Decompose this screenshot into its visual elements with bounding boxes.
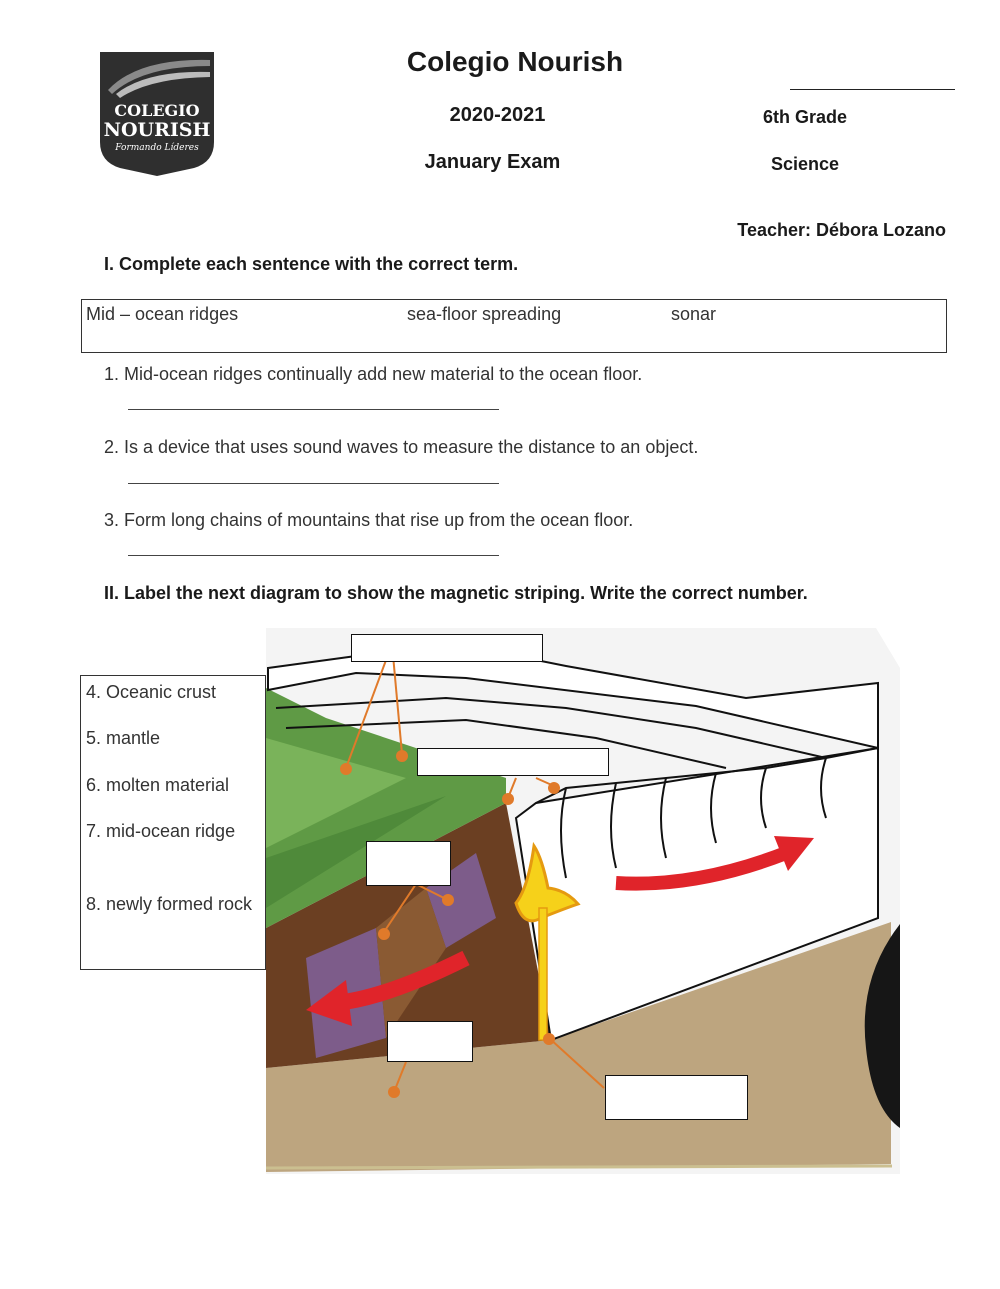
word-bank-term: sonar	[671, 304, 717, 324]
label-marker	[502, 793, 514, 805]
option-item: 4. Oceanic crust	[86, 682, 217, 702]
label-box-2[interactable]	[417, 748, 609, 776]
label-box-5[interactable]	[605, 1075, 748, 1120]
label-box-4[interactable]	[387, 1021, 473, 1062]
school-name: Colegio Nourish	[406, 46, 624, 77]
grade-label: 6th Grade	[762, 107, 848, 127]
answer-line-1[interactable]	[128, 409, 499, 410]
subject-label: Science	[770, 154, 840, 174]
label-marker	[396, 750, 408, 762]
logo-text-line1: COLEGIO	[114, 101, 200, 120]
seafloor-diagram	[266, 628, 900, 1174]
label-marker	[442, 894, 454, 906]
option-item: 5. mantle	[86, 728, 161, 748]
section2-heading: II. Label the next diagram to show the magnetic striping. Write the correct number.	[104, 583, 808, 603]
question-1: 1. Mid-ocean ridges continually add new material to the ocean floor.	[104, 364, 643, 384]
label-marker	[340, 763, 352, 775]
label-marker	[388, 1086, 400, 1098]
school-logo	[98, 50, 216, 176]
label-box-1[interactable]	[351, 634, 543, 662]
exam-name: January Exam	[424, 151, 561, 173]
label-options-box	[80, 675, 266, 970]
word-bank-term: sea-floor spreading	[407, 304, 562, 324]
question-3: 3. Form long chains of mountains that rise up from the ocean floor.	[104, 510, 634, 530]
logo-text-line2: NOURISH	[103, 119, 211, 141]
label-box-3[interactable]	[366, 841, 451, 886]
word-bank-term: Mid – ocean ridges	[86, 304, 239, 324]
teacher-label: Teacher: Débora Lozano	[737, 220, 946, 240]
answer-line-2[interactable]	[128, 483, 499, 484]
label-marker	[548, 782, 560, 794]
section1-heading: I. Complete each sentence with the correct term.	[104, 254, 519, 274]
label-marker	[378, 928, 390, 940]
question-2: 2. Is a device that uses sound waves to measure the distance to an object.	[104, 437, 699, 457]
word-bank	[81, 299, 947, 353]
answer-line-3[interactable]	[128, 555, 499, 556]
option-item: 7. mid-ocean ridge	[86, 821, 236, 841]
option-item: 8. newly formed rock	[86, 894, 253, 914]
name-blank-line[interactable]	[790, 89, 955, 90]
label-marker	[543, 1033, 555, 1045]
school-year: 2020-2021	[449, 104, 546, 126]
option-item: 6. molten material	[86, 775, 230, 795]
logo-tagline: Formando Líderes	[115, 143, 199, 153]
